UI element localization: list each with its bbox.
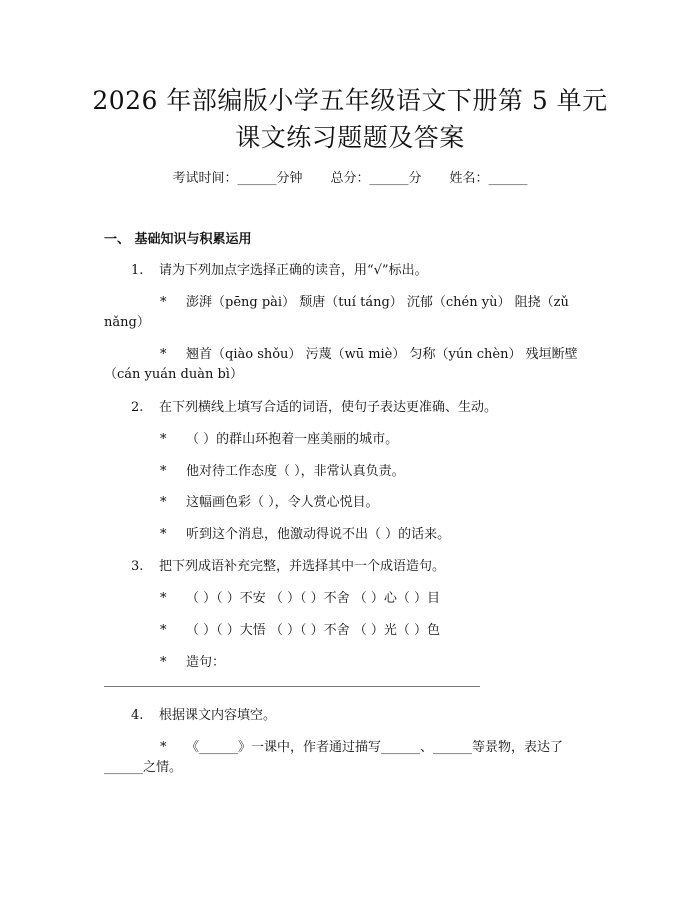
bullet: *	[160, 527, 167, 542]
question-number: 3.	[131, 559, 144, 574]
bullet: *	[160, 495, 167, 510]
item-text: （ ）的群山环抱着一座美丽的城市。	[186, 432, 399, 447]
item-text: 《______》一课中，作者通过描写______、______等景物，表达了	[186, 740, 564, 755]
item-text-continued: nǎng）	[104, 315, 150, 330]
question-number: 4.	[131, 708, 144, 723]
question-text: 在下列横线上填写合适的词语，使句子表达更准确、生动。	[159, 400, 498, 415]
list-item	[160, 622, 440, 640]
question-2	[131, 399, 497, 417]
question-text: 把下列成语补充完整，并选择其中一个成语造句。	[159, 559, 446, 574]
bullet: *	[160, 623, 167, 638]
question-text: 请为下列加点字选择正确的读音，用“√”标出。	[159, 263, 428, 278]
item-text: 造句：	[186, 655, 226, 670]
question-4	[131, 707, 276, 725]
bullet: *	[160, 347, 167, 362]
list-item	[160, 654, 225, 672]
list-item	[160, 526, 450, 544]
exam-info	[0, 170, 700, 188]
item-text: 这幅画色彩（ ），令人赏心悦目。	[186, 495, 379, 510]
item-text: 听到这个消息，他激动得说不出（ ）的话来。	[186, 527, 451, 542]
question-number: 2.	[131, 400, 144, 415]
bullet: *	[160, 740, 167, 755]
list-item	[160, 590, 440, 608]
bullet: *	[160, 432, 167, 447]
item-text: 澎湃（pēng pài） 颓唐（tuí táng） 沉郁（chén yù） 阻挠（zǔ	[186, 295, 569, 310]
answer-line	[104, 686, 480, 687]
bullet: *	[160, 464, 167, 479]
list-item	[160, 431, 398, 449]
list-item	[160, 346, 578, 364]
bullet: *	[160, 295, 167, 310]
item-text: 他对待工作态度（ ），非常认真负责。	[186, 464, 405, 479]
bullet: *	[160, 655, 167, 670]
list-item	[160, 739, 563, 757]
exam-name: 姓名：______	[449, 171, 528, 186]
item-text: 翘首（qiào shǒu） 污蔑（wū miè） 匀称（yún chèn） 残垣断壁	[186, 347, 578, 362]
question-1	[131, 262, 428, 280]
section-heading: 一、 基础知识与积累运用	[104, 232, 252, 247]
question-text: 根据课文内容填空。	[159, 708, 277, 723]
list-item	[160, 463, 405, 481]
exam-score: 总分：______分	[330, 171, 422, 186]
exam-time: 考试时间：______分钟	[172, 171, 303, 186]
list-item	[160, 294, 569, 312]
item-text: （ ）（ ）不安 （ ）（ ）不舍 （ ）心（ ）目	[186, 591, 441, 606]
page-title-line2: 课文练习题题及答案	[235, 123, 465, 152]
item-text-continued: （cán yuán duàn bì）	[104, 367, 243, 382]
bullet: *	[160, 591, 167, 606]
question-number: 1.	[131, 263, 144, 278]
list-item	[160, 494, 379, 512]
question-3	[131, 558, 445, 576]
item-text-continued: ______之情。	[104, 760, 183, 775]
page-title-line1: 2026 年部编版小学五年级语文下册第 5 单元	[92, 86, 608, 115]
item-text: （ ）（ ）大悟 （ ）（ ）不舍 （ ）光（ ）色	[186, 623, 441, 638]
